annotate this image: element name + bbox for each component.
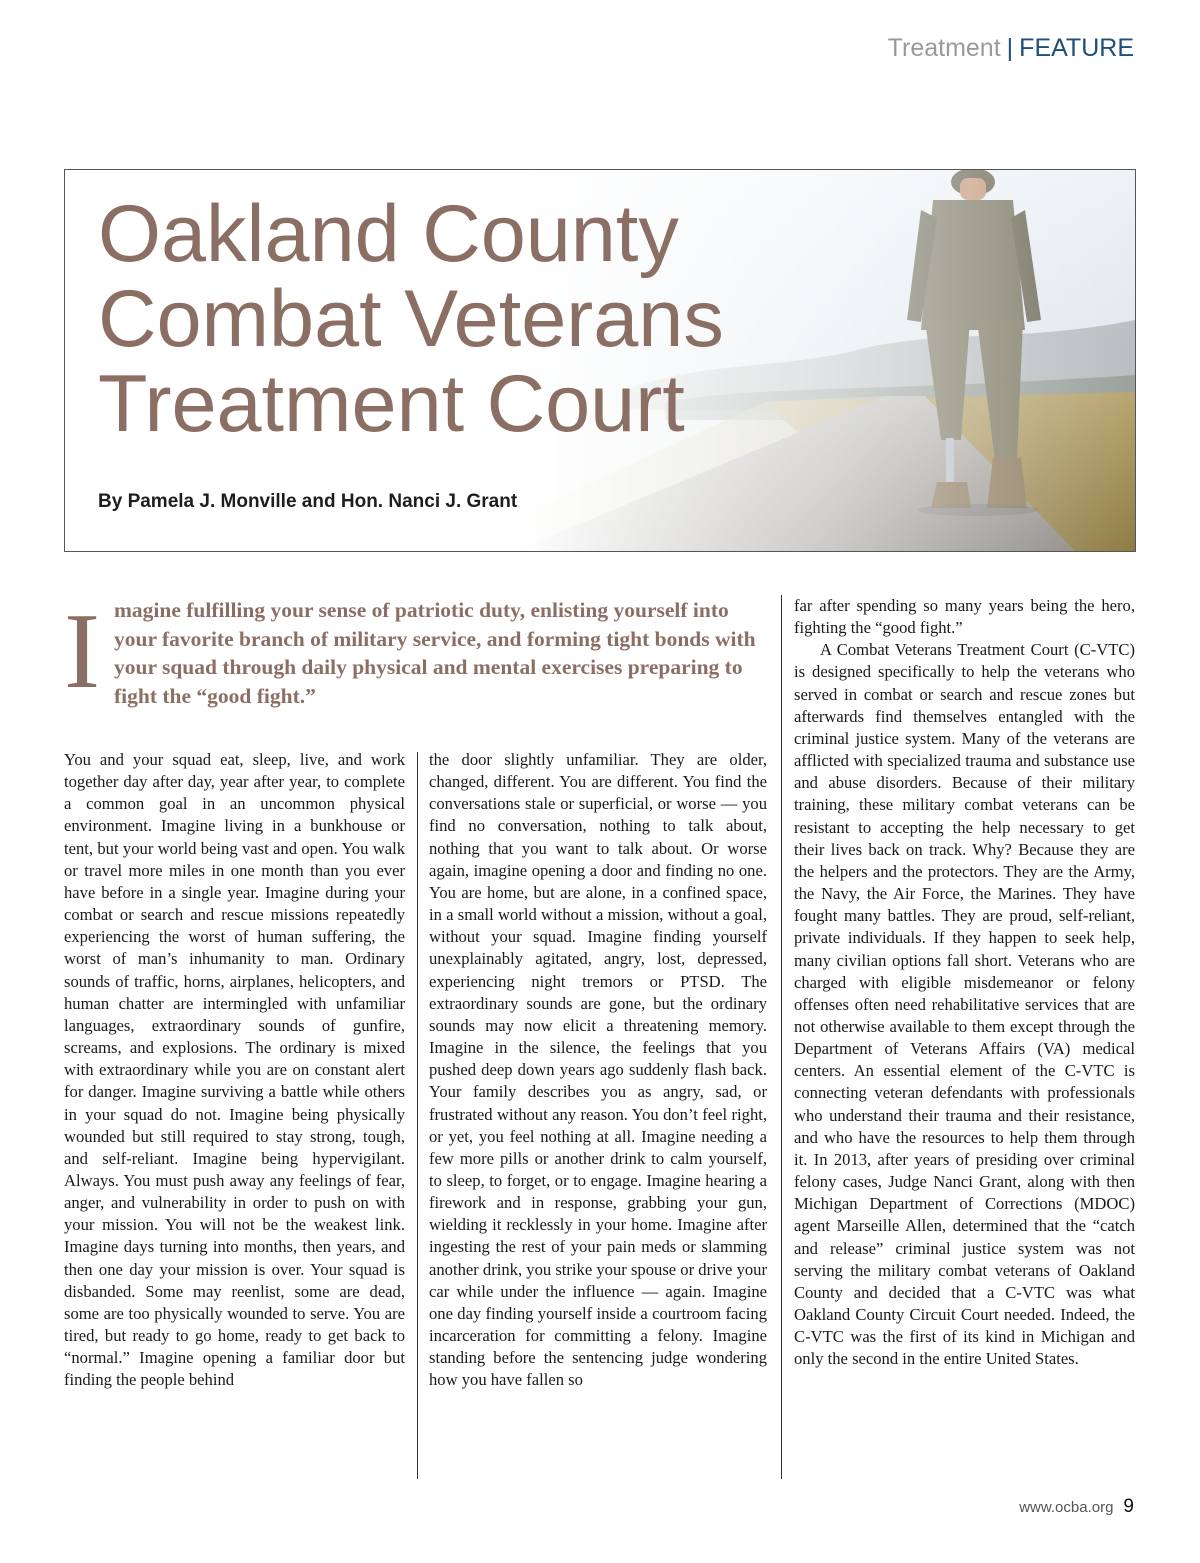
body-paragraph: A Combat Veterans Treatment Court (C-VTC) is designed specifically to help the veterans who served in combat or search and rescue zones but afterwards find themselves entangled with the criminal justice system. Many of the veterans are afflicted with specialized trauma and substance use and abuse disorders. Because of their military training, these military combat veterans can be resistant to accepting the help necessary to get their lives back on track. Why? Because they are the helpers and the protectors. They are the Army, the Navy, the Air Force, the Marines. They have fought many battles. They are proud, self-reliant, private individuals. If they happen to seek help, many civilian options fall short. Veterans who are charged with eligible misdemeanor or felony offenses often need rehabilitative services that are not otherwise available to them except through the Department of Veterans Affairs (VA) medical centers. An essential element of the C-VTC is connecting veteran defendants with professionals who understand their trauma and their resistance, and who have the resources to help them through it. In 2013, after years of presiding over criminal felony cases, Judge Nanci Grant, along with then Michigan Department of Corrections (MDOC) agent Marseille Allen, determined that the “catch and release” criminal justice system was not serving the military combat veterans of Oakland County and decided that a C-VTC was what Oakland County Circuit Court needed. Indeed, the C-VTC was the first of its kind in Michigan and only the second in the entire United States. <box>794 640 1135 1369</box>
page-footer <box>1019 1496 1134 1518</box>
drop-cap: I <box>64 592 100 711</box>
lede-text: magine fulfilling your sense of patriotic duty, enlisting yourself into your favorite branch of military service, and forming tight bonds with your squad through daily physical and mental exercises preparing to fight the “good fight.” <box>114 598 756 708</box>
section-category: Treatment <box>887 34 1001 62</box>
body-column-3 <box>794 595 1135 1370</box>
byline: By Pamela J. Monville and Hon. Nanci J. Grant <box>98 491 518 512</box>
body-paragraph: the door slightly unfamiliar. They are older, changed, different. You are different. You find the conversations stale or superficial, or worse — you find no conversation, nothing to talk about, nothing that you want to talk about. Or worse again, imagine opening a door and finding no one. You are home, but are alone, in a confined space, in a small world without a mission, without a goal, without your squad. Imagine finding yourself unexplainably agitated, angry, lost, depressed, experiencing night tremors or PTSD. The extraordinary sounds are gone, but the ordinary sounds may now elicit a threatening memory. Imagine in the silence, the feelings that you pushed deep down years ago suddenly flash back. Your family describes you as angry, sad, or frustrated without any reason. You don’t feel right, or yet, you feel nothing at all. Imagine needing a few more pills or another drink to calm yourself, to sleep, to forget, or to engage. Imagine hearing a firework and in response, grabbing your gun, wielding it recklessly in your home. Imagine after ingesting the rest of your pain meds or slamming another drink, you strike your spouse or drive your car while under the influence — again. Imagine one day finding yourself inside a courtroom facing incarceration for committing a felony. Imagine standing before the sentencing judge wondering how you have fallen so <box>429 750 767 1390</box>
footer-website: www.ocba.org <box>1019 1499 1114 1516</box>
title-line-3: Treatment Court <box>98 359 685 449</box>
hero-banner <box>64 169 1136 552</box>
body-column-1 <box>64 749 405 1392</box>
body-paragraph: You and your squad eat, sleep, live, and work together day after day, year after year, to complete a common goal in an uncommon physical environment. Imagine living in a bunkhouse or tent, but your world being vast and open. You walk or travel more miles in one month than you ever have before in a single year. Imagine during your combat or search and rescue missions repeatedly experiencing the worst of human suffering, the worst of man’s inhumanity to man. Ordinary sounds of traffic, horns, airplanes, helicopters, and human chatter are intermingled with unfamiliar languages, extraordinary sounds of gunfire, screams, and explosions. The ordinary is mixed with extraordinary while you are on constant alert for danger. Imagine surviving a battle while others in your squad do not. Imagine being physically wounded but still required to stay strong, tough, and self-reliant. Imagine being hypervigilant. Always. You must push away any feelings of fear, anger, and vulnerability in order to push on with your mission. You will not be the weakest link. Imagine days turning into months, then years, and then one day your mission is over. Your squad is disbanded. Some may reenlist, some are dead, some are too physically wounded to serve. You are tired, but ready to go home, ready to get back to “normal.” Imagine opening a familiar door but finding the people behind <box>64 750 405 1390</box>
title-line-2: Combat Veterans <box>98 274 724 364</box>
section-separator: | <box>1006 34 1014 62</box>
lede-paragraph <box>64 592 764 716</box>
column-divider <box>781 595 782 1479</box>
column-divider <box>417 752 418 1479</box>
title-line-1: Oakland County <box>98 189 679 279</box>
section-label: FEATURE <box>1019 34 1134 62</box>
section-tag <box>888 33 1134 63</box>
body-paragraph: far after spending so many years being the hero, fighting the “good fight.” <box>794 596 1135 638</box>
body-column-2 <box>429 749 767 1392</box>
article-title <box>98 189 918 449</box>
page-number: 9 <box>1123 1496 1134 1517</box>
